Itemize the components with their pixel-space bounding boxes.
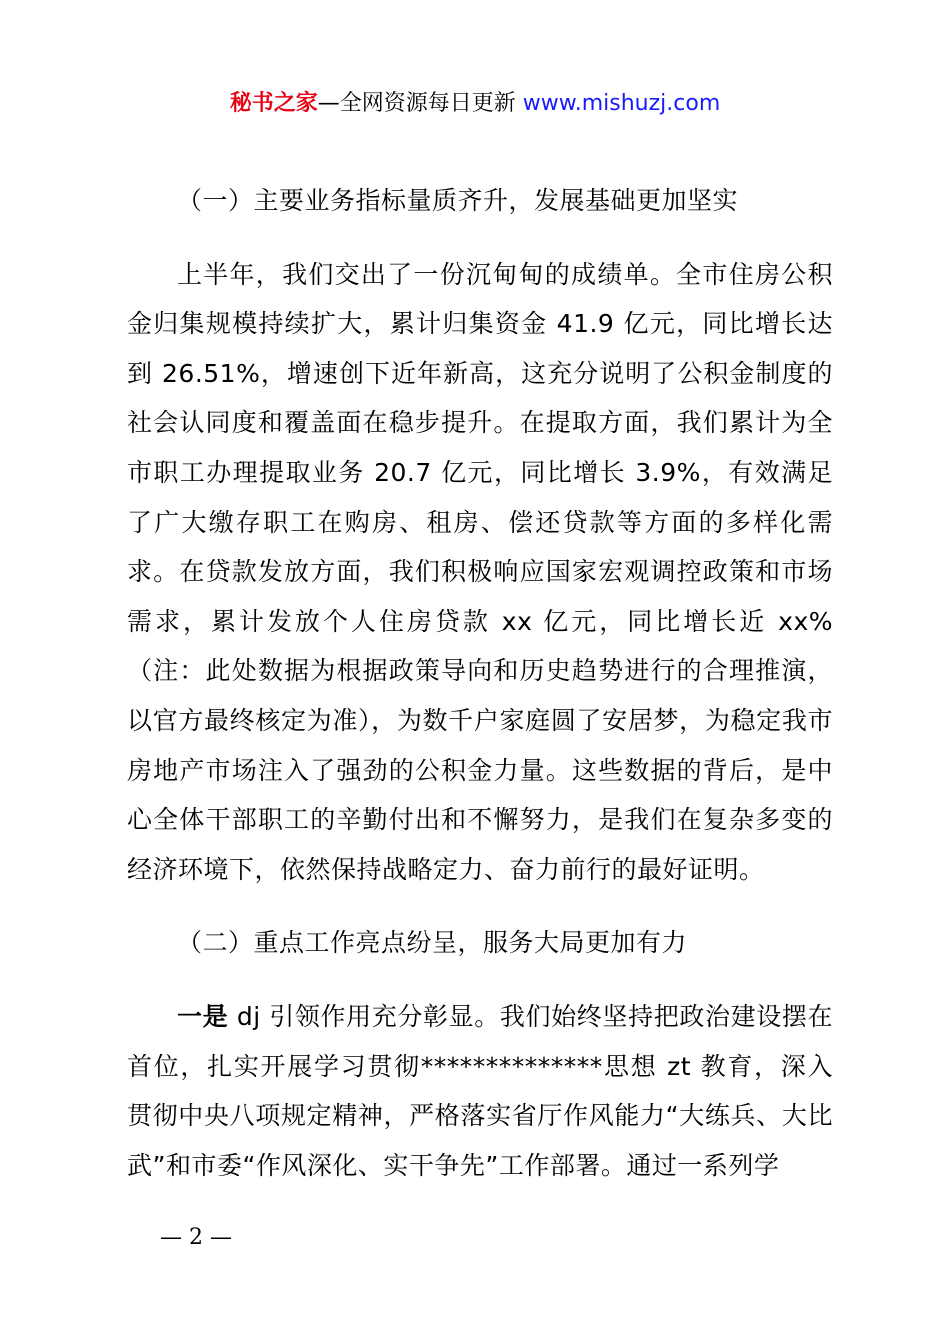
section-paragraph-1: 上半年，我们交出了一份沉甸甸的成绩单。全市住房公积金归集规模持续扩大，累计归集资金 41.9 亿元，同比增长达到 26.51%，增速创下近年新高，这充分说明了公积金制度的社会认同度和覆盖面在稳步提升。在提取方面，我们累计为全市职工办理提取业务 20.7 亿元，同比增长 3.9%，有效满足了广大缴存职工在购房、租房、偿还贷款等方面的多样化需求。在贷款发放方面，我们积极响应国家宏观调控政策和市场需求，累计发放个人住房贷款 xx 亿元，同比增长近 xx%（注：此处数据为根据政策导向和历史趋势进行的合理推演，以官方最终核定为准），为数千户家庭圆了安居梦，为稳定我市房地产市场注入了强劲的公积金力量。这些数据的背后，是中心全体干部职工的辛勤付出和不懈努力，是我们在复杂多变的经济环境下，依然保持战略定力、奋力前行的最好证明。 (127, 259, 833, 884)
section-heading-2: （二）重点工作亮点纷呈，服务大局更加有力 (177, 928, 688, 958)
section-paragraph-2 (127, 992, 833, 1190)
site-url-link[interactable]: www.mishuzj.com (522, 91, 721, 116)
paragraph-lead: 一是 (177, 1001, 229, 1031)
section-heading-1: （一）主要业务指标量质齐升，发展基础更加坚实 (177, 186, 739, 215)
site-name: 秘书之家 (229, 91, 318, 116)
document-body (127, 176, 833, 1214)
site-header (0, 86, 950, 122)
site-tagline: —全网资源每日更新 (317, 91, 516, 116)
page-number: — 2 — (160, 1225, 232, 1250)
paragraph-text: dj 引领作用充分彰显。我们始终坚持把政治建设摆在首位，扎实开展学习贯彻**************思想 zt 教育，深入贯彻中央八项规定精神，严格落实省厅作风能力“大练兵、大比武”和市委“作风深化、实干争先”工作部署。通过一系列学 (127, 1001, 833, 1180)
